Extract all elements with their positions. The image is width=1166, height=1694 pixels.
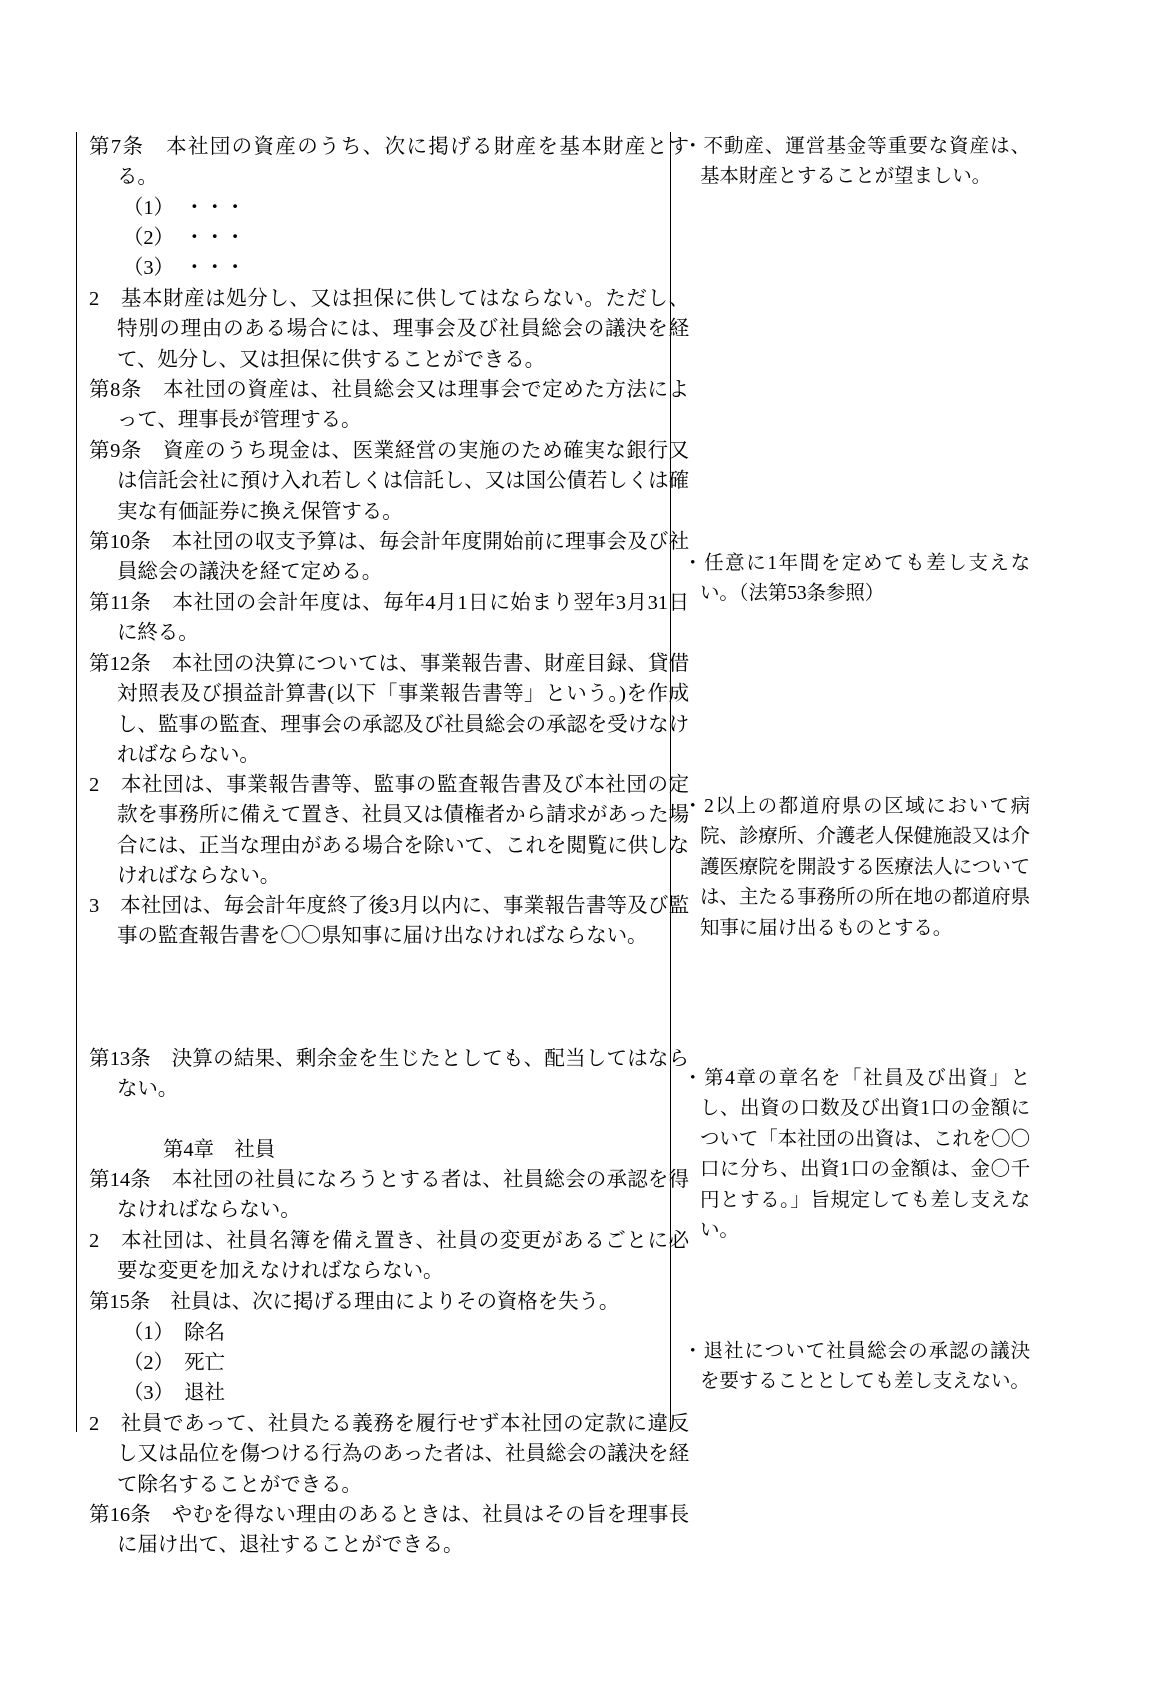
article-7-item-1: （1） ・・・ (123, 197, 246, 219)
article-7-item-2: （2） ・・・ (123, 227, 246, 249)
article-15: 第15条 社員は、次に掲げる理由によりその資格を失う。 (89, 1291, 620, 1313)
article-10: 第10条 本社団の収支予算は、毎会計年度開始前に理事会及び社員総会の議決を経て定める。 (89, 531, 689, 584)
note-article-12-paragraph-3: ・2以上の都道府県の区域において病院、診療所、介護老人保健施設又は介護医療院を開設する医療法人については、主たる事務所の所在地の都道府県知事に届け出るものとする。 (683, 796, 1030, 939)
article-12: 第12条 本社団の決算については、事業報告書、財産目録、貸借対照表及び損益計算書(以下「事業報告書等」という。)を作成し、監事の監査、理事会の承認及び社員総会の承認を受けなければならない。 (89, 653, 689, 767)
article-16: 第16条 やむを得ない理由のあるときは、社員はその旨を理事長に届け出て、退社することができる。 (89, 1504, 689, 1557)
article-11: 第11条 本社団の会計年度は、毎年4月1日に始まり翌年3月31日に終る。 (89, 592, 689, 645)
article-7-item-3: （3） ・・・ (123, 257, 246, 279)
article-14: 第14条 本社団の社員になろうとする者は、社員総会の承認を得なければならない。 (89, 1169, 689, 1222)
article-7: 第7条 本社団の資産のうち、次に掲げる財産を基本財産とする。 (89, 136, 689, 189)
article-7-paragraph-2: 2 基本財産は処分し、又は担保に供してはならない。ただし、特別の理由のある場合には、理事会及び社員総会の議決を経て、処分し、又は担保に供することができる。 (89, 288, 689, 371)
article-14-paragraph-2: 2 本社団は、社員名簿を備え置き、社員の変更があるごとに必要な変更を加えなければならない。 (89, 1230, 689, 1283)
commentary-column (670, 132, 1030, 1432)
article-15-item-3: （3） 退社 (123, 1382, 225, 1404)
articles-column (76, 132, 689, 1557)
article-13: 第13条 決算の結果、剰余金を生じたとしても、配当してはならない。 (89, 1048, 689, 1101)
note-article-11: ・任意に1年間を定めても差し支えない。（法第53条参照） (683, 553, 1030, 605)
note-article-7: ・不動産、運営基金等重要な資産は、基本財産とすることが望ましい。 (683, 136, 1030, 188)
article-15-item-1: （1） 除名 (123, 1322, 225, 1344)
chapter-4-heading: 第4章 社員 (163, 1139, 276, 1161)
document-body (76, 132, 1030, 1557)
note-article-16: ・退社について社員総会の承認の議決を要することとしても差し支えない。 (683, 1341, 1030, 1393)
article-12-paragraph-2: 2 本社団は、事業報告書等、監事の監査報告書及び本社団の定款を事務所に備えて置き、社員又は債権者から請求があった場合には、正当な理由がある場合を除いて、これを閲覧に供しなければならない。 (89, 774, 689, 888)
article-15-paragraph-2: 2 社員であって、社員たる義務を履行せず本社団の定款に違反し又は品位を傷つける行為のあった者は、社員総会の議決を経て除名することができる。 (89, 1413, 689, 1496)
article-15-item-2: （2） 死亡 (123, 1352, 225, 1374)
article-12-paragraph-3: 3 本社団は、毎会計年度終了後3月以内に、事業報告書等及び監事の監査報告書を〇〇県知事に届け出なければならない。 (89, 895, 689, 948)
article-9: 第9条 資産のうち現金は、医業経営の実施のため確実な銀行又は信託会社に預け入れ若しくは信託し、又は国公債若しくは確実な有価証券に換え保管する。 (89, 440, 689, 523)
article-8: 第8条 本社団の資産は、社員総会又は理事会で定めた方法によって、理事長が管理する。 (89, 379, 689, 432)
note-chapter-4: ・第4章の章名を「社員及び出資」とし、出資の口数及び出資1口の金額について「本社団の出資は、これを〇〇口に分ち、出資1口の金額は、金〇千円とする。」旨規定しても差し支えない。 (683, 1068, 1030, 1242)
